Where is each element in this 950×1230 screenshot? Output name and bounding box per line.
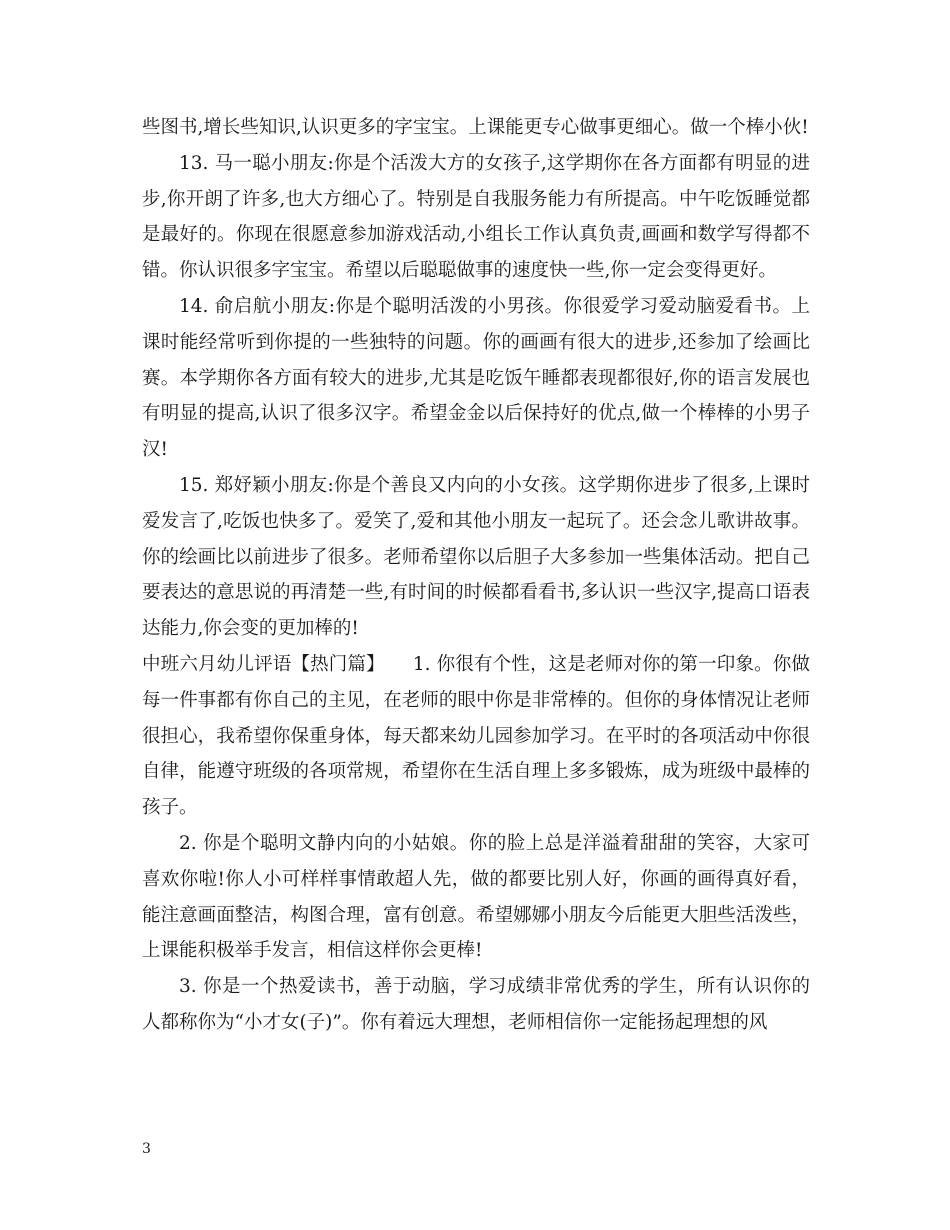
- paragraph-continuation: 些图书,增长些知识,认识更多的字宝宝。上课能更专心做事更细心。做一个棒小伙!: [142, 117, 809, 138]
- paragraph-section-heading-comment-1: 中班六月幼儿评语【热门篇】 1. 你很有个性，这是老师对你的第一印象。你做每一件事都有你自己的主见，在老师的眼中你是非常棒的。但你的身体情况让老师很担心，我希望你保重身体，每天都来幼儿园参加学习。在平时的各项活动中你很自律，能遵守班级的各项常规，希望你在生活自理上多多锻炼，成为班级中最棒的孩子。: [142, 653, 810, 819]
- paragraph-comment-14: 14. 俞启航小朋友:你是个聪明活泼的小男孩。你很爱学习爱动脑爱看书。上课时能经常听到你提的一些独特的问题。你的画画有很大的进步,还参加了绘画比赛。本学期你各方面有较大的进步,尤其是吃饭午睡都表现都很好,你的语言发展也有明显的提高,认识了很多汉字。希望金金以后保持好的优点,做一个棒棒的小男子汉!: [142, 295, 810, 461]
- paragraph-comment-15: 15. 郑妤颖小朋友:你是个善良又内向的小女孩。这学期你进步了很多,上课时爱发言了,吃饭也快多了。爱笑了,爱和其他小朋友一起玩了。还会念儿歌讲故事。你的绘画比以前进步了很多。老师希望你以后胆子大多参加一些集体活动。把自己要表达的意思说的再清楚一些,有时间的时候都看看书,多认识一些汉字,提高口语表达能力,你会变的更加棒的!: [142, 474, 810, 640]
- paragraph-comment-2: 2. 你是个聪明文静内向的小姑娘。你的脸上总是洋溢着甜甜的笑容，大家可喜欢你啦!你人小可样样事情敢超人先，做的都要比别人好，你画的画得真好看，能注意画面整洁，构图合理，富有创意。希望娜娜小朋友今后能更大胆些活泼些，上课能积极举手发言，相信这样你会更棒!: [142, 832, 810, 962]
- paragraph-comment-13: 13. 马一聪小朋友:你是个活泼大方的女孩子,这学期你在各方面都有明显的进步,你开朗了许多,也大方细心了。特别是自我服务能力有所提高。中午吃饭睡觉都是最好的。你现在很愿意参加游戏活动,小组长工作认真负责,画画和数学写得都不错。你认识很多字宝宝。希望以后聪聪做事的速度快一些,你一定会变得更好。: [142, 152, 810, 282]
- page-number: 3: [142, 1141, 151, 1157]
- paragraph-comment-3: 3. 你是一个热爱读书，善于动脑，学习成绩非常优秀的学生，所有认识你的人都称你为“小才女(子)”。你有着远大理想，老师相信你一定能扬起理想的风: [142, 976, 810, 1033]
- document-body: [142, 110, 810, 1041]
